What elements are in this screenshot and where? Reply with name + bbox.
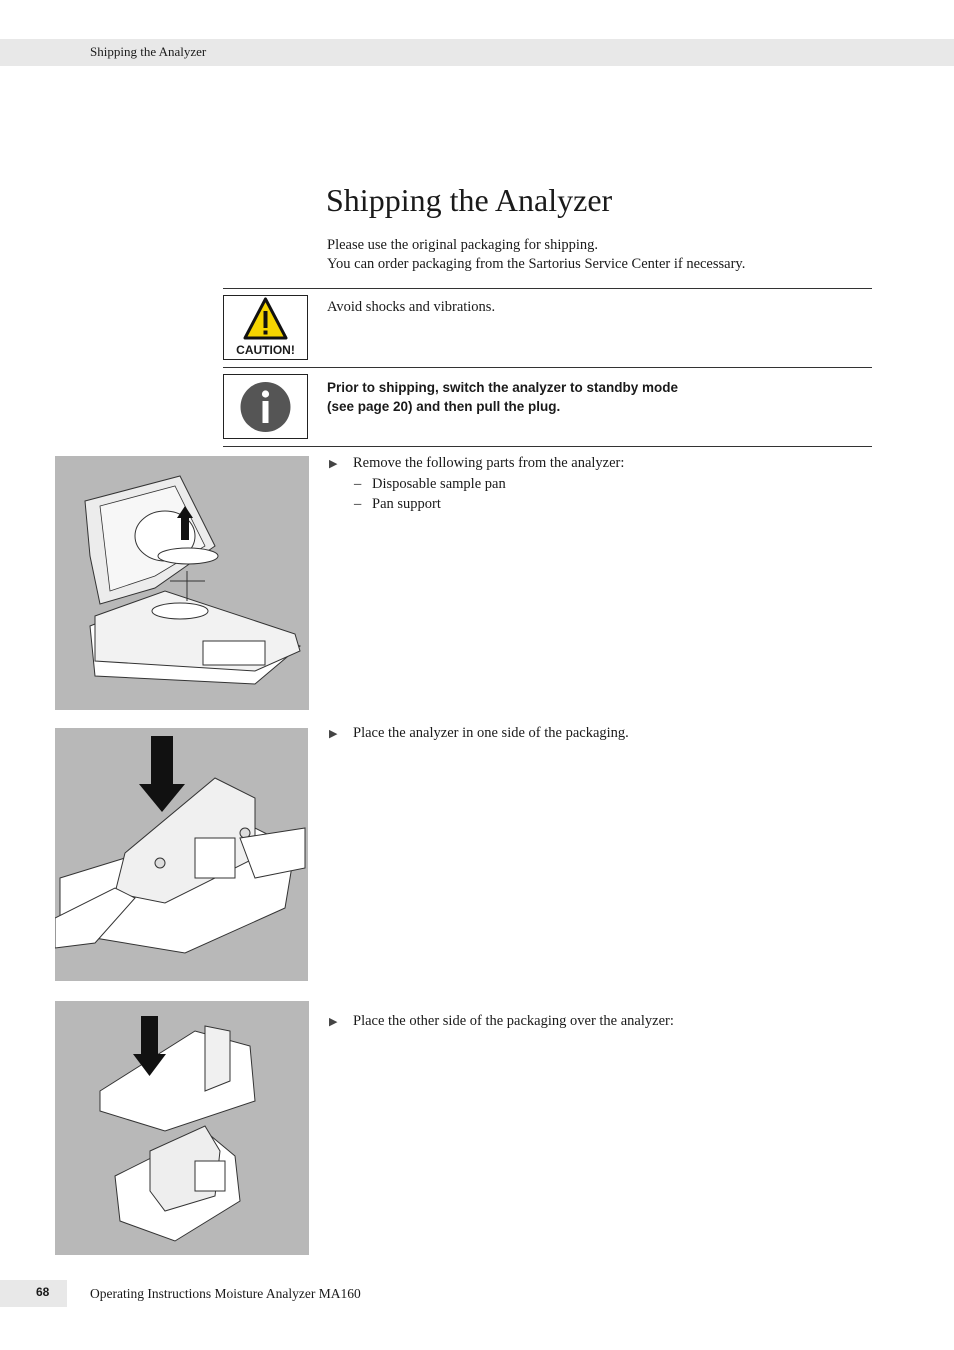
intro-line-1: Please use the original packaging for shipping. bbox=[327, 237, 599, 253]
info-line-1: Prior to shipping, switch the analyzer to standby mode bbox=[327, 380, 679, 395]
photo-close-packaging bbox=[55, 1001, 309, 1255]
caution-text: Avoid shocks and vibrations. bbox=[327, 299, 496, 315]
subitem-text: Pan support bbox=[372, 496, 441, 512]
subitem-text: Disposable sample pan bbox=[372, 476, 506, 492]
info-text bbox=[327, 378, 678, 416]
divider bbox=[223, 446, 872, 447]
step-3-text: Place the other side of the packaging over the analyzer: bbox=[353, 1013, 674, 1029]
list-item: – Pan support bbox=[354, 496, 441, 512]
step-3 bbox=[329, 1011, 674, 1032]
footer-text: Operating Instructions Moisture Analyzer MA160 bbox=[90, 1286, 361, 1301]
intro-text bbox=[327, 236, 745, 274]
step-2 bbox=[329, 723, 629, 744]
photo-remove-parts bbox=[55, 456, 309, 710]
bullet-arrow-icon: ▶ bbox=[329, 1016, 338, 1028]
step-2-text: Place the analyzer in one side of the packaging. bbox=[353, 725, 629, 741]
photo-place-in-packaging bbox=[55, 728, 308, 981]
divider bbox=[223, 367, 872, 368]
list-item: – Disposable sample pan bbox=[354, 476, 506, 492]
bullet-arrow-icon: ▶ bbox=[329, 458, 338, 470]
divider bbox=[223, 288, 872, 289]
page-number: 68 bbox=[36, 1285, 50, 1299]
info-box bbox=[223, 374, 308, 439]
step-1 bbox=[329, 453, 624, 514]
packaging-bottom-illustration bbox=[55, 728, 308, 981]
step-1-text: Remove the following parts from the analyzer: bbox=[353, 455, 625, 471]
packaging-top-illustration bbox=[55, 1001, 309, 1255]
caution-label: CAUTION! bbox=[236, 343, 295, 357]
page-title: Shipping the Analyzer bbox=[326, 182, 613, 218]
info-line-2: (see page 20) and then pull the plug. bbox=[327, 399, 561, 414]
analyzer-open-illustration bbox=[55, 456, 309, 710]
caution-box bbox=[223, 295, 308, 360]
info-icon bbox=[224, 375, 307, 438]
bullet-arrow-icon: ▶ bbox=[329, 728, 338, 740]
page-number-band bbox=[0, 1280, 67, 1307]
intro-line-2: You can order packaging from the Sartorius Service Center if necessary. bbox=[327, 256, 746, 272]
running-title: Shipping the Analyzer bbox=[90, 44, 207, 59]
